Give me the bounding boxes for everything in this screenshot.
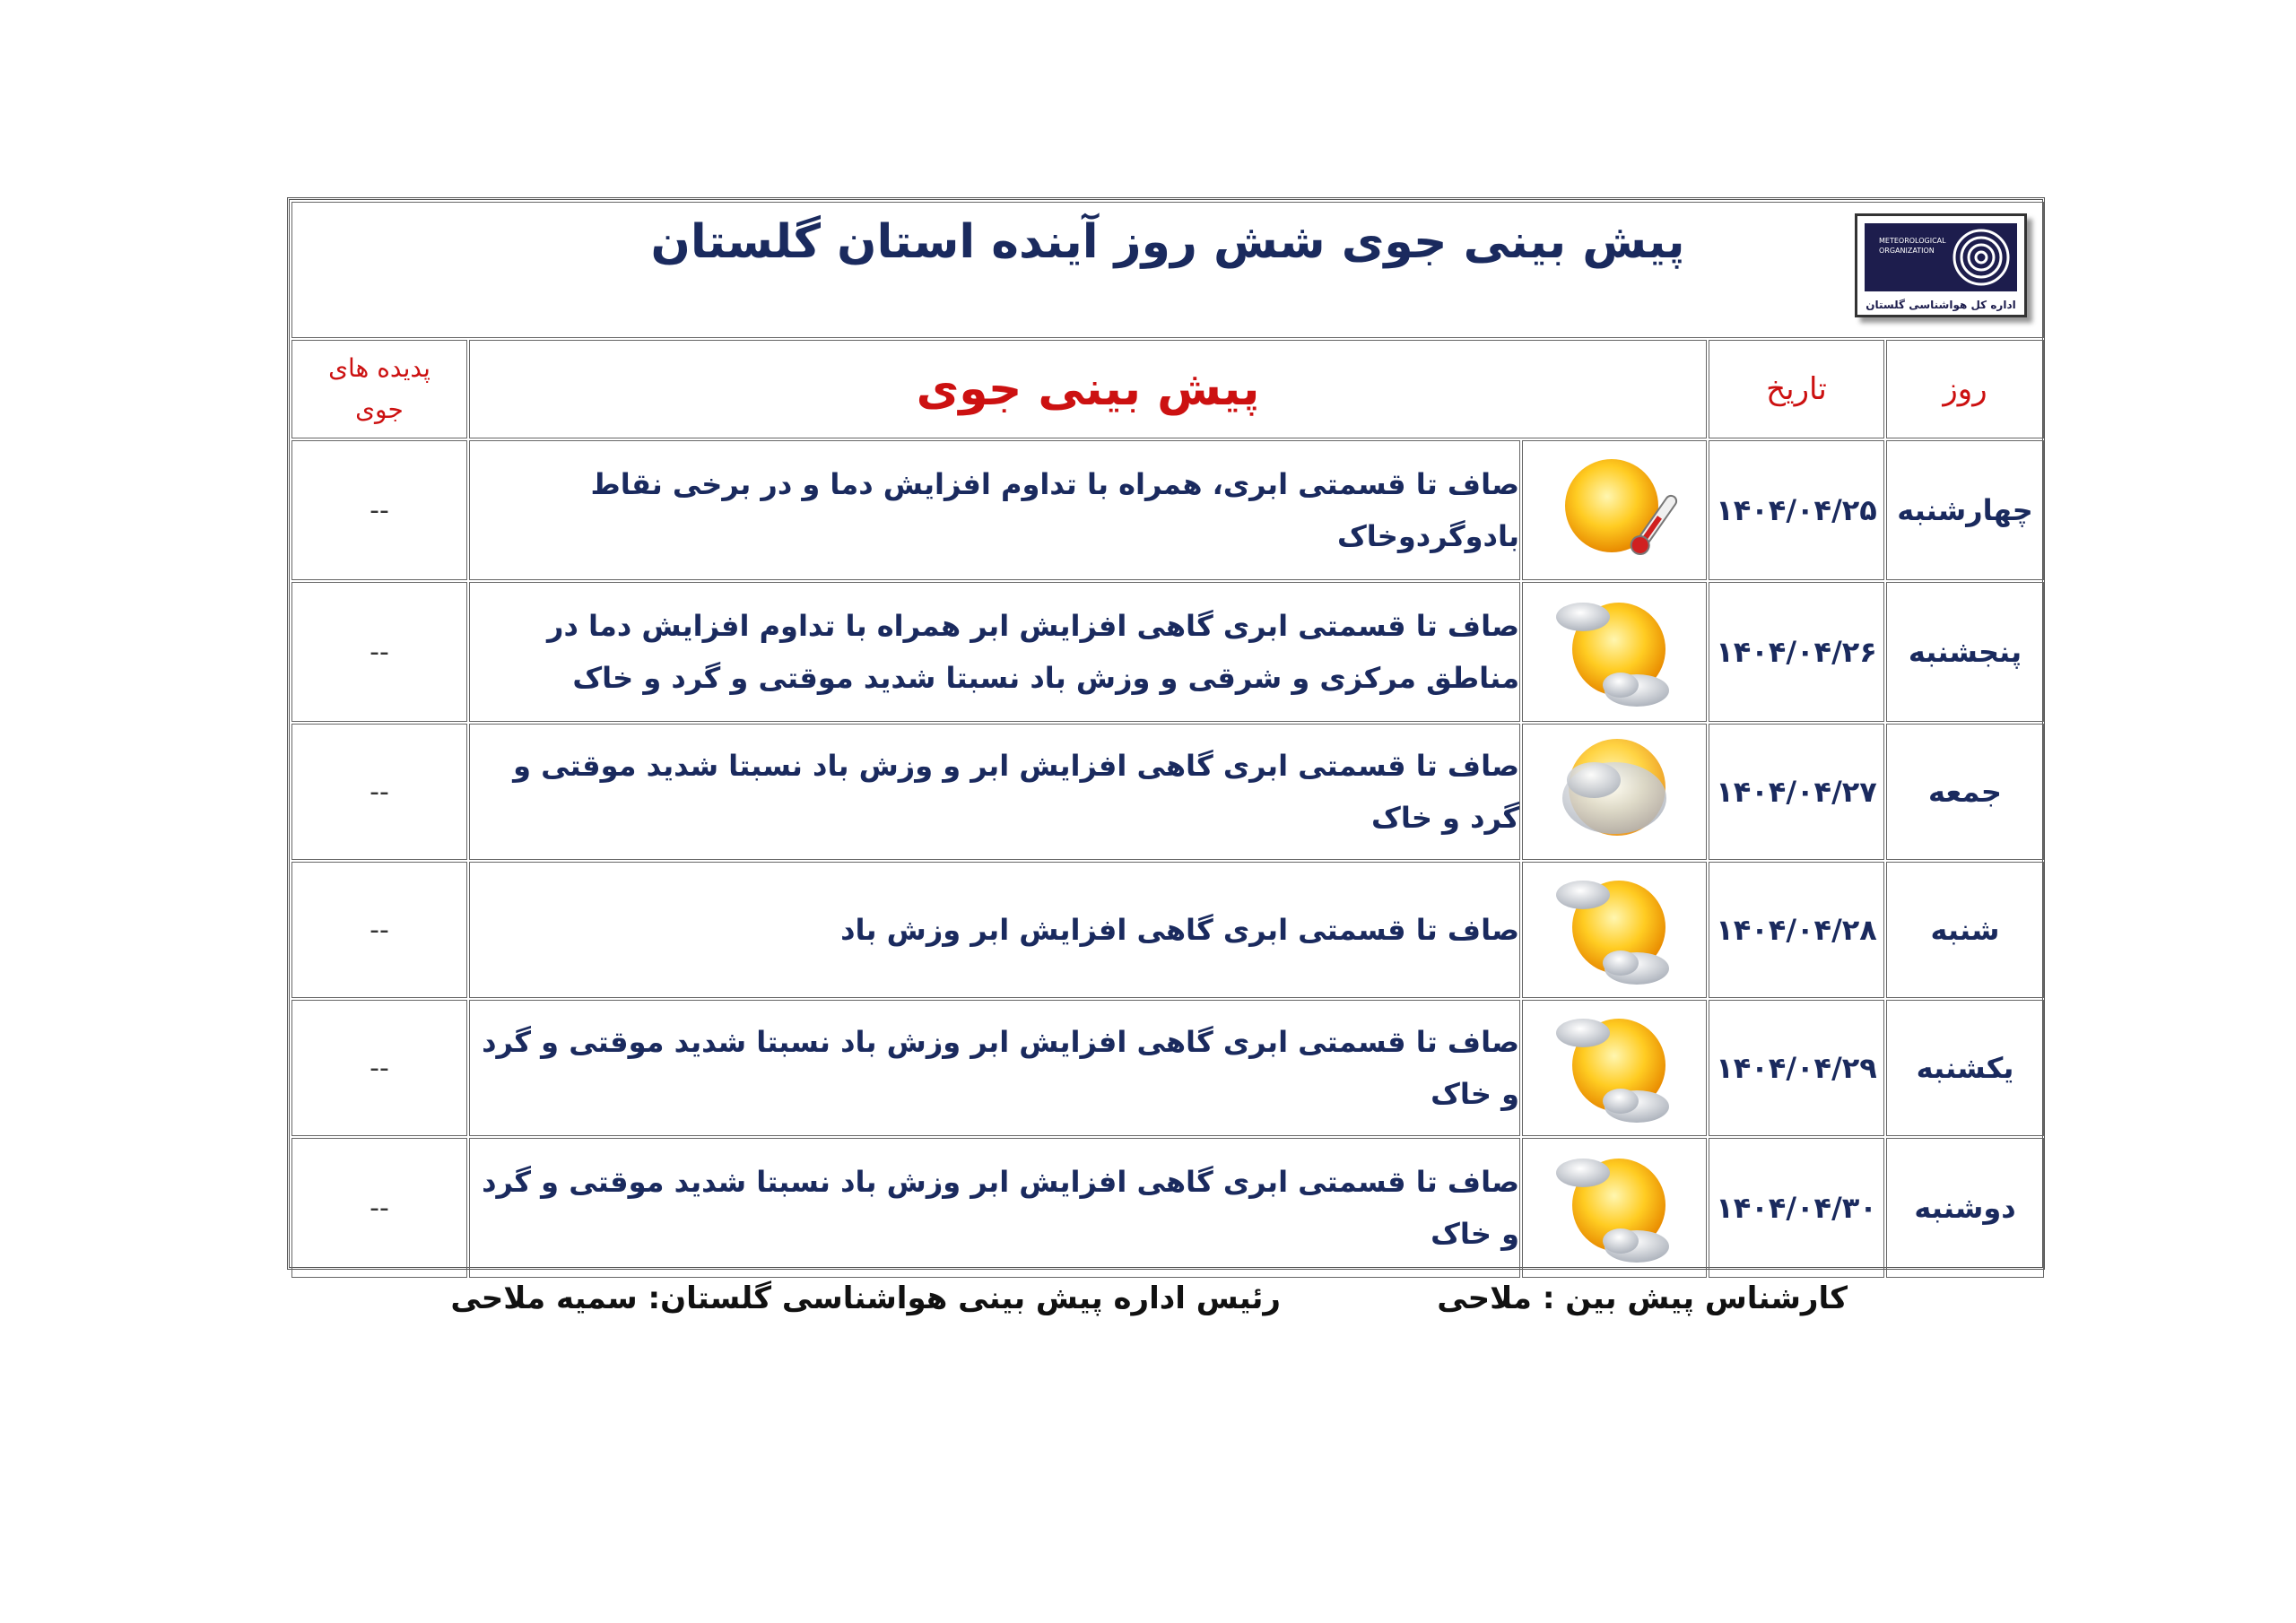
date-cell: ۱۴۰۴/۰۴/۲۵ bbox=[1709, 440, 1884, 580]
weather-icon-cell bbox=[1522, 724, 1707, 860]
weather-icon-cell bbox=[1522, 440, 1707, 580]
phenomena-cell: -- bbox=[291, 582, 467, 722]
date-cell: ۱۴۰۴/۰۴/۲۶ bbox=[1709, 582, 1884, 722]
logo-caption: اداره کل هواشناسی گلستان bbox=[1866, 299, 2016, 311]
day-cell: جمعه bbox=[1886, 724, 2044, 860]
table-row bbox=[291, 582, 2044, 722]
column-header-row bbox=[291, 340, 2044, 438]
forecast-sheet bbox=[287, 197, 2045, 1270]
forecast-cell: صاف تا قسمتی ابری گاهی افزایش ابر و وزش باد نسبتا شدید موقتی و گرد و خاک bbox=[469, 724, 1520, 860]
table-row bbox=[291, 440, 2044, 580]
day-cell: یکشنبه bbox=[1886, 1000, 2044, 1136]
phenomena-cell: -- bbox=[291, 1138, 467, 1278]
forecast-cell: صاف تا قسمتی ابری گاهی افزایش ابر وزش باد bbox=[469, 862, 1520, 998]
partly-cloudy-icon bbox=[1523, 585, 1706, 719]
phenomena-cell: -- bbox=[291, 724, 467, 860]
forecast-table bbox=[290, 200, 2046, 1280]
weather-icon-cell bbox=[1522, 1000, 1707, 1136]
day-cell: چهارشنبه bbox=[1886, 440, 2044, 580]
day-cell: دوشنبه bbox=[1886, 1138, 2044, 1278]
phenomena-cell: -- bbox=[291, 440, 467, 580]
table-row bbox=[291, 1000, 2044, 1136]
weather-icon-cell bbox=[1522, 1138, 1707, 1278]
page-title: پیش بینی جوی شش روز آینده استان گلستان bbox=[650, 215, 1685, 269]
weather-icon-cell bbox=[1522, 862, 1707, 998]
date-cell: ۱۴۰۴/۰۴/۲۸ bbox=[1709, 862, 1884, 998]
phenomena-cell: -- bbox=[291, 1000, 467, 1136]
header-cell bbox=[291, 202, 2044, 338]
date-cell: ۱۴۰۴/۰۴/۲۹ bbox=[1709, 1000, 1884, 1136]
column-header-date: تاریخ bbox=[1709, 340, 1884, 438]
forecast-cell: صاف تا قسمتی ابری گاهی افزایش ابر وزش باد نسبتا شدید موقتی و گرد و خاک bbox=[469, 1000, 1520, 1136]
phenomena-cell: -- bbox=[291, 862, 467, 998]
partly-cloudy-icon bbox=[1523, 1141, 1706, 1275]
weather-icon-cell bbox=[1522, 582, 1707, 722]
date-cell: ۱۴۰۴/۰۴/۳۰ bbox=[1709, 1138, 1884, 1278]
column-header-day: روز bbox=[1886, 340, 2044, 438]
forecast-cell: صاف تا قسمتی ابری، همراه با تداوم افزایش دما و در برخی نقاط بادوگردوخاک bbox=[469, 440, 1520, 580]
partly-cloudy-icon bbox=[1523, 1001, 1706, 1135]
forecaster-name: کارشناس پیش بین : ملاحی bbox=[1437, 1280, 1848, 1316]
logo-text: METEOROLOGICAL ORGANIZATION bbox=[1879, 237, 1946, 255]
column-header-phenomena: پدیده های جوی bbox=[291, 340, 467, 438]
sun-thermometer-icon bbox=[1523, 443, 1706, 577]
date-cell: ۱۴۰۴/۰۴/۲۷ bbox=[1709, 724, 1884, 860]
column-header-forecast: پیش بینی جوی bbox=[469, 340, 1707, 438]
forecast-cell: صاف تا قسمتی ابری گاهی افزایش ابر وزش باد نسبتا شدید موقتی و گرد و خاک bbox=[469, 1138, 1520, 1278]
table-row bbox=[291, 862, 2044, 998]
department-head-name: رئیس اداره پیش بینی هواشناسی گلستان: سمیه ملاحی bbox=[450, 1280, 1281, 1316]
table-row bbox=[291, 724, 2044, 860]
day-cell: پنجشنبه bbox=[1886, 582, 2044, 722]
forecast-cell: صاف تا قسمتی ابری گاهی افزایش ابر همراه با تداوم افزایش دما در مناطق مرکزی و شرقی و وزش باد نسبتا شدید موقتی و گرد و خاک bbox=[469, 582, 1520, 722]
signature-footer bbox=[287, 1280, 2045, 1334]
day-cell: شنبه bbox=[1886, 862, 2044, 998]
partly-cloudy-icon bbox=[1523, 863, 1706, 997]
cloudy-sun-icon bbox=[1523, 725, 1706, 859]
table-row bbox=[291, 1138, 2044, 1278]
